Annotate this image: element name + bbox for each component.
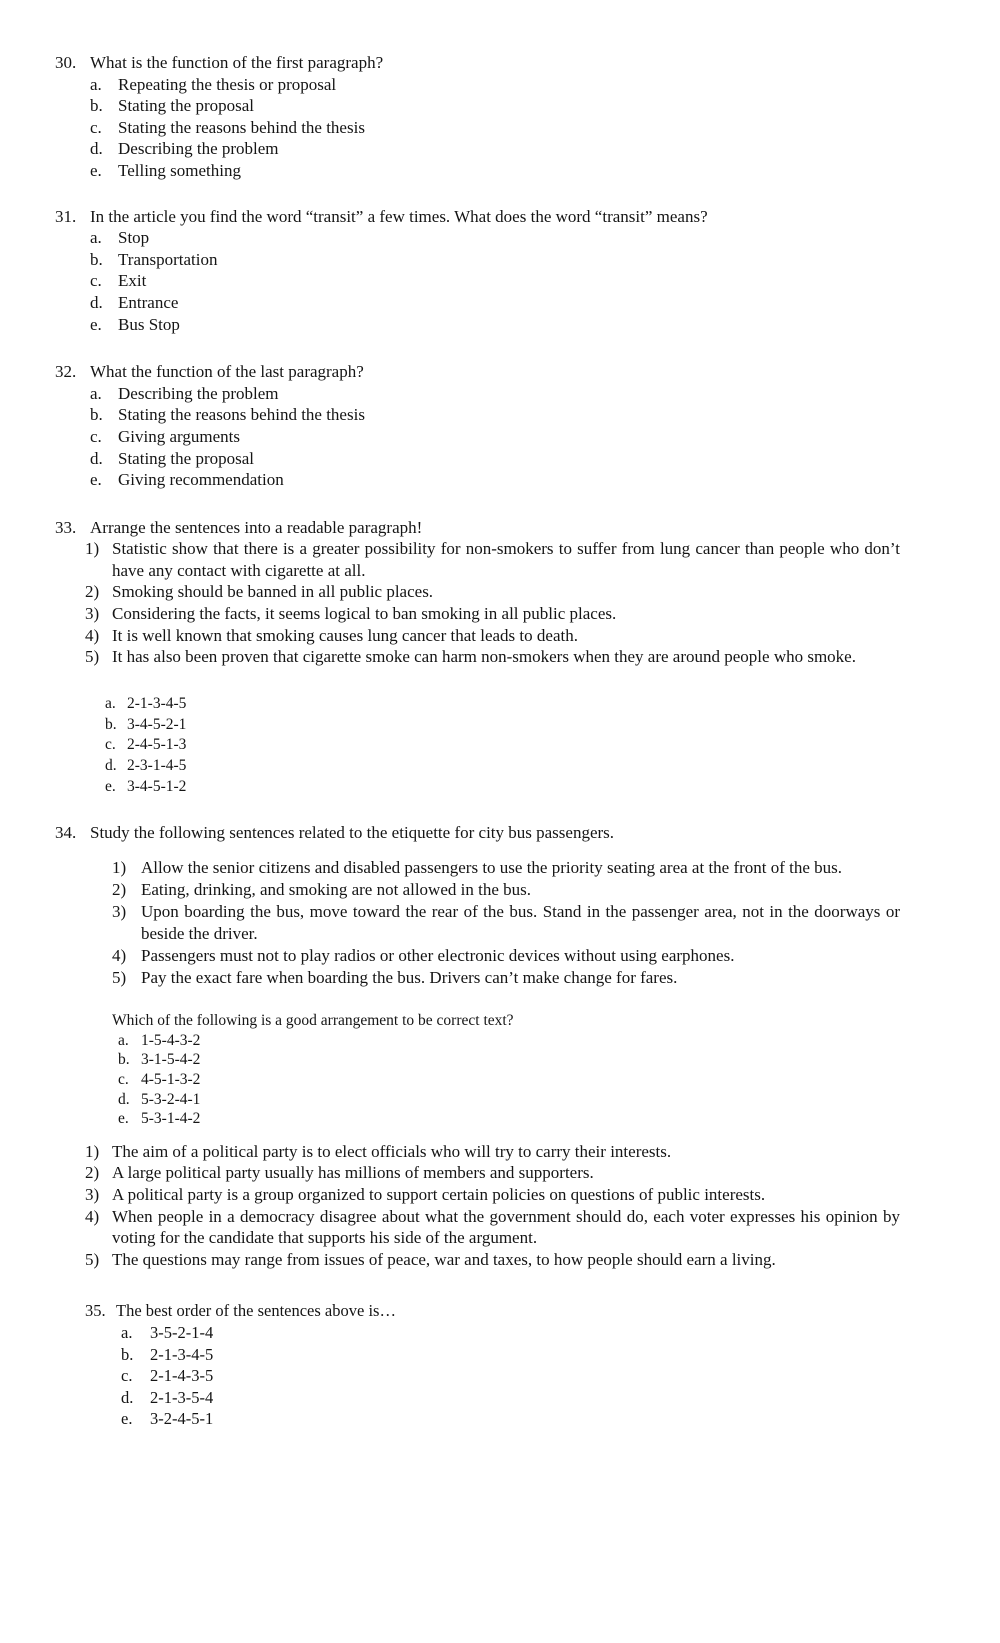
option-letter: a. — [105, 694, 116, 712]
statement-number: 3) — [85, 604, 100, 624]
option-letter: a. — [90, 383, 102, 403]
option-text: 3-5-2-1-4 — [150, 1322, 214, 1342]
option-text: 3-2-4-5-1 — [150, 1409, 214, 1429]
question-31-options — [55, 227, 900, 335]
option-text: 2-1-4-3-5 — [150, 1366, 214, 1386]
option-text: Stating the proposal — [118, 96, 254, 116]
question-33-statements — [55, 538, 900, 668]
option-text: Describing the problem — [118, 139, 279, 159]
statement-number: 4) — [85, 1206, 100, 1226]
political-party-statements — [55, 1141, 900, 1271]
question-34 — [55, 822, 900, 1129]
option-letter: d. — [118, 1090, 130, 1108]
option-letter: e. — [121, 1409, 133, 1429]
statement-row — [85, 538, 900, 581]
statement-text: Upon boarding the bus, move toward the rear of the bus. Stand in the passenger area, not in the doorways or beside the driver. — [141, 902, 900, 944]
option-letter: d. — [90, 448, 103, 468]
question-31 — [55, 206, 900, 336]
option-row — [118, 1050, 900, 1070]
statement-text: It has also been proven that cigarette smoke can harm non-smokers when they are around people who smoke. — [112, 647, 856, 667]
statement-row — [85, 1184, 900, 1206]
option-row — [90, 314, 900, 336]
question-number: 34. — [55, 822, 77, 842]
statement-number: 1) — [112, 858, 127, 878]
option-text: Stop — [118, 228, 150, 248]
option-row — [105, 694, 900, 715]
option-letter: c. — [105, 736, 116, 754]
statement-text: Allow the senior citizens and disabled passengers to use the priority seating area at the front of the bus. — [141, 858, 843, 878]
option-text: 3-4-5-1-2 — [127, 778, 187, 796]
statement-row — [85, 1141, 900, 1163]
option-letter: c. — [118, 1071, 129, 1089]
option-text: Entrance — [118, 292, 179, 312]
statement-number: 5) — [85, 647, 100, 667]
option-row — [90, 160, 900, 182]
question-35-options — [85, 1322, 900, 1430]
option-text: 2-1-3-5-4 — [150, 1387, 214, 1407]
question-number: 33. — [55, 517, 77, 537]
option-letter: b. — [90, 405, 103, 425]
option-text: 4-5-1-3-2 — [141, 1071, 201, 1089]
option-text: Describing the problem — [118, 383, 279, 403]
statement-text: Statistic show that there is a greater possibility for non-smokers to suffer from lung cancer than people who don’t have any contact with cigarette at all. — [112, 539, 900, 580]
question-33 — [55, 517, 900, 798]
question-35-heading — [85, 1300, 900, 1322]
statement-row — [85, 603, 900, 625]
option-row — [121, 1408, 900, 1430]
statement-number: 2) — [112, 880, 127, 900]
option-letter: d. — [90, 139, 103, 159]
question-34-followup: Which of the following is a good arrangement to be correct text? — [112, 1011, 514, 1029]
statement-number: 5) — [85, 1249, 100, 1269]
option-text: Exit — [118, 271, 147, 291]
statement-number: 5) — [112, 967, 127, 987]
option-row — [118, 1070, 900, 1090]
statement-text: A large political party usually has millions of members and supporters. — [112, 1163, 594, 1183]
question-33-options — [55, 694, 900, 798]
option-row — [118, 1031, 900, 1051]
question-text: Arrange the sentences into a readable paragraph! — [90, 517, 423, 537]
option-letter: e. — [118, 1110, 129, 1128]
question-34-statements — [55, 857, 900, 988]
statement-number: 1) — [85, 539, 100, 559]
question-text: Study the following sentences related to the etiquette for city bus passengers. — [90, 822, 615, 842]
option-text: Stating the reasons behind the thesis — [118, 117, 365, 137]
question-number: 32. — [55, 362, 77, 382]
statement-number: 2) — [85, 582, 100, 602]
question-33-heading — [55, 517, 900, 539]
option-row — [121, 1387, 900, 1409]
option-letter: b. — [90, 96, 103, 116]
option-letter: a. — [90, 74, 102, 94]
statement-text: Eating, drinking, and smoking are not allowed in the bus. — [141, 880, 531, 900]
option-letter: c. — [90, 117, 102, 137]
option-letter: c. — [121, 1366, 133, 1386]
statement-text: It is well known that smoking causes lung cancer that leads to death. — [112, 625, 578, 645]
question-number: 30. — [55, 53, 77, 72]
option-row — [90, 227, 900, 249]
statement-text: Considering the facts, it seems logical to ban smoking in all public places. — [112, 604, 617, 624]
option-letter: d. — [90, 292, 103, 312]
option-text: Transportation — [118, 249, 218, 269]
option-text: Giving arguments — [118, 426, 240, 446]
option-text: Giving recommendation — [118, 470, 284, 490]
option-row — [121, 1365, 900, 1387]
option-letter: c. — [90, 271, 102, 291]
option-row — [118, 1109, 900, 1129]
question-number: 31. — [55, 206, 77, 226]
question-number: 35. — [85, 1301, 106, 1321]
option-letter: a. — [118, 1031, 129, 1049]
statement-number: 1) — [85, 1141, 100, 1161]
option-letter: d. — [121, 1387, 134, 1407]
option-letter: b. — [90, 249, 103, 269]
question-text: The best order of the sentences above is… — [116, 1301, 396, 1321]
option-row — [90, 426, 900, 448]
option-row — [90, 404, 900, 426]
option-row — [90, 448, 900, 470]
option-text: 5-3-2-4-1 — [141, 1090, 201, 1108]
option-text: 2-4-5-1-3 — [127, 736, 187, 754]
option-text: 1-5-4-3-2 — [141, 1031, 201, 1049]
option-row — [90, 383, 900, 405]
option-row — [90, 249, 900, 271]
question-text: What the function of the last paragraph? — [90, 362, 364, 382]
option-letter: c. — [90, 426, 102, 446]
option-row — [90, 95, 900, 117]
question-30-heading — [55, 52, 900, 74]
question-30-options — [55, 74, 900, 182]
question-34-heading — [55, 822, 900, 844]
question-34-options — [55, 1031, 900, 1129]
statement-text: When people in a democracy disagree about what the government should do, each voter expresses his opinion by voting for the candidate that supports his side of the argument. — [112, 1206, 900, 1248]
option-row — [105, 777, 900, 798]
option-text: 3-4-5-2-1 — [127, 715, 187, 733]
option-row — [105, 735, 900, 756]
question-31-heading — [55, 206, 900, 228]
statement-text: Pay the exact fare when boarding the bus. Drivers can’t make change for fares. — [141, 967, 678, 987]
option-letter: b. — [105, 715, 117, 733]
question-32 — [55, 361, 900, 491]
question-32-heading — [55, 361, 900, 383]
option-row — [121, 1322, 900, 1344]
option-text: Bus Stop — [118, 314, 180, 334]
statement-number: 2) — [85, 1163, 100, 1183]
option-letter: b. — [121, 1344, 134, 1364]
statement-row — [85, 1162, 900, 1184]
option-letter: b. — [118, 1051, 130, 1069]
option-text: 3-1-5-4-2 — [141, 1051, 201, 1069]
option-text: Stating the proposal — [118, 448, 254, 468]
statement-row — [112, 879, 900, 901]
option-row — [121, 1344, 900, 1366]
option-text: 2-3-1-4-5 — [127, 757, 187, 775]
statement-row — [85, 625, 900, 647]
option-row — [90, 138, 900, 160]
option-row — [90, 469, 900, 491]
option-row — [105, 715, 900, 736]
statement-number: 4) — [112, 946, 127, 966]
option-letter: e. — [90, 314, 102, 334]
question-text: In the article you find the word “transit” a few times. What does the word “transit” means? — [90, 206, 708, 226]
option-row — [90, 74, 900, 96]
statement-row — [85, 581, 900, 603]
option-letter: e. — [90, 470, 102, 490]
option-text: Stating the reasons behind the thesis — [118, 405, 365, 425]
option-letter: a. — [90, 228, 102, 248]
option-letter: a. — [121, 1322, 133, 1342]
statement-row — [112, 901, 900, 945]
statement-text: The aim of a political party is to elect officials who will try to carry their interests. — [112, 1141, 672, 1161]
statement-text: Passengers must not to play radios or other electronic devices without using earphones. — [141, 946, 735, 966]
question-text: What is the function of the first paragraph? — [90, 53, 384, 72]
option-letter: d. — [105, 757, 117, 775]
option-letter: e. — [90, 160, 102, 180]
option-row — [90, 292, 900, 314]
option-text: 2-1-3-4-5 — [150, 1344, 214, 1364]
question-35 — [55, 1300, 900, 1430]
option-letter: e. — [105, 778, 116, 796]
statement-text: The questions may range from issues of peace, war and taxes, to how people should earn a living. — [112, 1249, 776, 1269]
option-text: Repeating the thesis or proposal — [118, 74, 337, 94]
option-row — [105, 756, 900, 777]
statement-row — [112, 967, 900, 989]
statement-text: Smoking should be banned in all public places. — [112, 582, 434, 602]
option-text: 2-1-3-4-5 — [127, 694, 187, 712]
option-text: 5-3-1-4-2 — [141, 1110, 201, 1128]
statement-number: 4) — [85, 625, 100, 645]
option-row — [118, 1090, 900, 1110]
statement-row — [85, 1249, 900, 1271]
question-30 — [55, 52, 900, 182]
statement-text: A political party is a group organized to support certain policies on questions of public interests. — [112, 1185, 766, 1205]
option-text: Telling something — [118, 160, 241, 180]
option-row — [90, 117, 900, 139]
statement-number: 3) — [112, 902, 127, 922]
statement-row — [112, 945, 900, 967]
statement-row — [85, 1206, 900, 1249]
statement-row — [112, 857, 900, 879]
option-row — [90, 270, 900, 292]
statement-number: 3) — [85, 1185, 100, 1205]
statement-row — [85, 646, 900, 668]
question-32-options — [55, 383, 900, 491]
